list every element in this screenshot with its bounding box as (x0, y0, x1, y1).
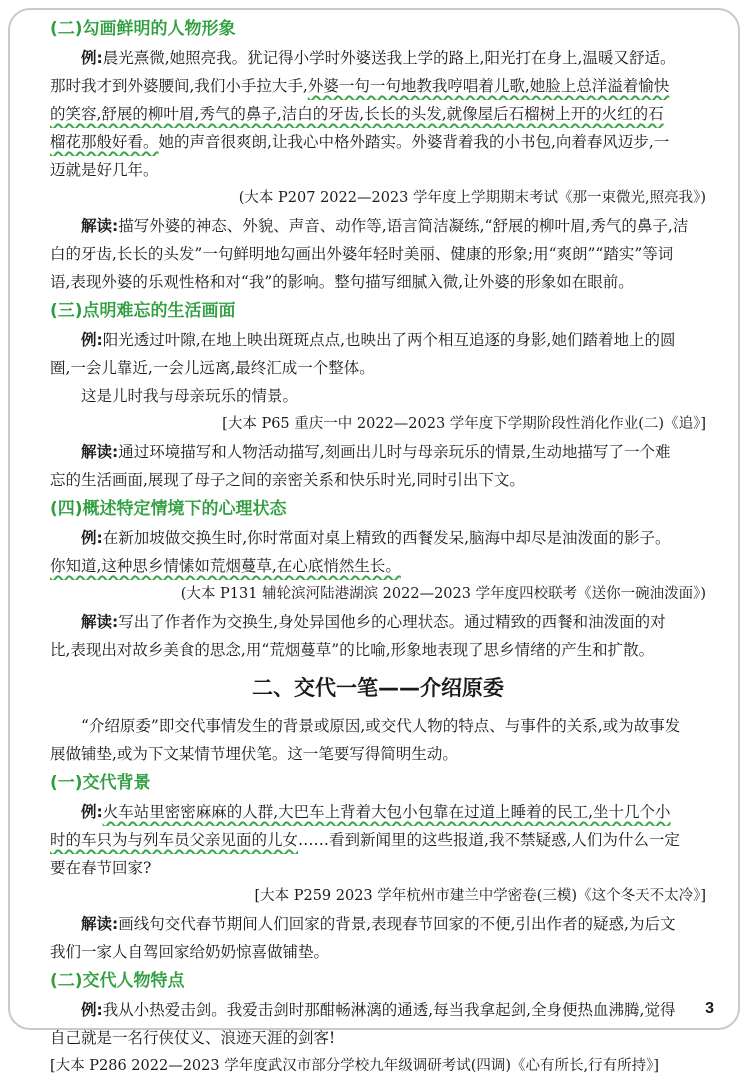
source-citation: [大本 P65 重庆一中 2022—2023 学年度下学期阶段性消化作业(二)《追》] (222, 416, 706, 432)
interpretation-line: 比,表现出对故乡美食的思念,用“荒烟蔓草”的比喻,形象地表现了思乡情绪的产生和扩散。 (50, 641, 655, 659)
example-line: 迈就是好几年。 (50, 161, 159, 179)
example-label: 例: (81, 1001, 103, 1019)
subheading-character-traits: (二)交代人物特点 (50, 971, 185, 991)
example-paragraph: 例:我从小热爱击剑。我爱击剑时那酣畅淋漓的通透,每当我拿起剑,全身便热血沸腾,觉得 (81, 1001, 676, 1019)
subheading-mental-state: (四)概述特定情境下的心理状态 (50, 499, 287, 519)
underlined-text: 榴花那般好看。 (50, 133, 159, 151)
example-line: 要在春节回家? (50, 859, 152, 877)
section-title: 二、交代一笔——介绍原委 (252, 676, 504, 700)
interpretation-line: 我们一家人自驾回家给奶奶惊喜做铺垫。 (50, 943, 330, 961)
source-citation: (大本 P207 2022—2023 学年度上学期期末考试《那一束微光,照亮我》) (238, 190, 706, 206)
interpretation-line: 忘的生活画面,展现了母子之间的亲密关系和快乐时光,同时引出下文。 (50, 471, 525, 489)
underlined-text: 的笑容,舒展的柳叶眉,秀气的鼻子,洁白的牙齿,长长的头发,就像屋后石榴树上开的火红的石 (50, 105, 664, 123)
source-citation: [大本 P286 2022—2023 学年度武汉市部分学校九年级调研考试(四调)《心有所长,行有所持》] (50, 1058, 660, 1074)
interpretation-line: 白的牙齿,长长的头发”一句鲜明地勾画出外婆年轻时美丽、健康的形象;用“爽朗”“踏实”等词 (50, 245, 674, 263)
example-paragraph (50, 798, 706, 826)
intro-line: 展做铺垫,或为下文某情节埋伏笔。这一笔要写得简明生动。 (50, 745, 458, 763)
example-line: 那时我才到外婆腰间,我们小手拉大手,外婆一句一句地教我哼唱着儿歌,她脸上总洋溢着愉快 (50, 77, 670, 95)
interpretation-label: 解读: (81, 613, 119, 631)
example-line: 这是儿时我与母亲玩乐的情景。 (81, 387, 299, 405)
example-line: 时的车只为与列车员父亲见面的儿女……看到新闻里的这些报道,我不禁疑惑,人们为什么一定 (50, 831, 680, 849)
example-label: 例: (81, 803, 103, 821)
interpretation: 解读:描写外婆的神态、外貌、声音、动作等,语言简洁凝练,“舒展的柳叶眉,秀气的鼻子,洁 (81, 217, 689, 235)
example-line (50, 552, 706, 580)
example-line: 榴花那般好看。她的声音很爽朗,让我心中格外踏实。外婆背着我的小书包,向着春风迈步,一 (50, 133, 670, 151)
page-content (50, 14, 706, 1080)
interpretation-label: 解读: (81, 443, 119, 461)
underlined-text: 时的车只为与列车员父亲见面的儿女 (50, 831, 299, 849)
underlined-text: 外婆一句一句地教我哼唱着儿歌,她脸上总洋溢着愉快 (307, 77, 670, 95)
example-label: 例: (81, 529, 103, 547)
interpretation: 解读:写出了作者作为交换生,身处异国他乡的心理状态。通过精致的西餐和油泼面的对 (81, 613, 666, 631)
page-number: 3 (705, 1000, 714, 1017)
example-line (50, 100, 706, 128)
source-citation: (大本 P131 辅轮滨河陆港湖滨 2022—2023 学年度四校联考《送你一碗油泼面》) (180, 586, 706, 602)
interpretation: 解读:画线句交代春节期间人们回家的背景,表现春节回家的不便,引出作者的疑惑,为后文 (81, 915, 676, 933)
example-line: 圈,一会儿靠近,一会儿远离,最终汇成一个整体。 (50, 359, 375, 377)
example-paragraph: 例:在新加坡做交换生时,你时常面对桌上精致的西餐发呆,脑海中却尽是油泼面的影子。 (81, 529, 671, 547)
example-line: 自己就是一名行侠仗义、浪迹天涯的剑客! (50, 1029, 336, 1047)
interpretation-label: 解读: (81, 217, 119, 235)
example-paragraph: 例:阳光透过叶隙,在地上映出斑斑点点,也映出了两个相互追逐的身影,她们踏着地上的圆 (81, 331, 676, 349)
subheading-background: (一)交代背景 (50, 773, 151, 793)
example-label: 例: (81, 49, 103, 67)
underlined-text: 你知道,这种思乡情愫如荒烟蔓草,在心底悄然生长。 (50, 557, 401, 575)
intro-paragraph: “介绍原委”即交代事情发生的背景或原因,或交代人物的特点、与事件的关系,或为故事发 (81, 717, 681, 735)
interpretation-label: 解读: (81, 915, 119, 933)
underlined-text: 火车站里密密麻麻的人群,大巴车上背着大包小包靠在过道上睡着的民工,坐十几个小 (102, 803, 671, 821)
example-paragraph: 例:晨光熹微,她照亮我。犹记得小学时外婆送我上学的路上,阳光打在身上,温暖又舒适。 (81, 49, 676, 67)
interpretation: 解读:通过环境描写和人物活动描写,刻画出儿时与母亲玩乐的情景,生动地描写了一个难 (81, 443, 671, 461)
source-citation: [大本 P259 2023 学年杭州市建兰中学密卷(三模)《这个冬天不太冷》] (254, 888, 706, 904)
interpretation-line: 语,表现外婆的乐观性格和对“我”的影响。整句描写细腻入微,让外婆的形象如在眼前。 (50, 273, 634, 291)
subheading-portrait: (二)勾画鲜明的人物形象 (50, 19, 236, 39)
subheading-life-scene: (三)点明难忘的生活画面 (50, 301, 236, 321)
example-label: 例: (81, 331, 103, 349)
